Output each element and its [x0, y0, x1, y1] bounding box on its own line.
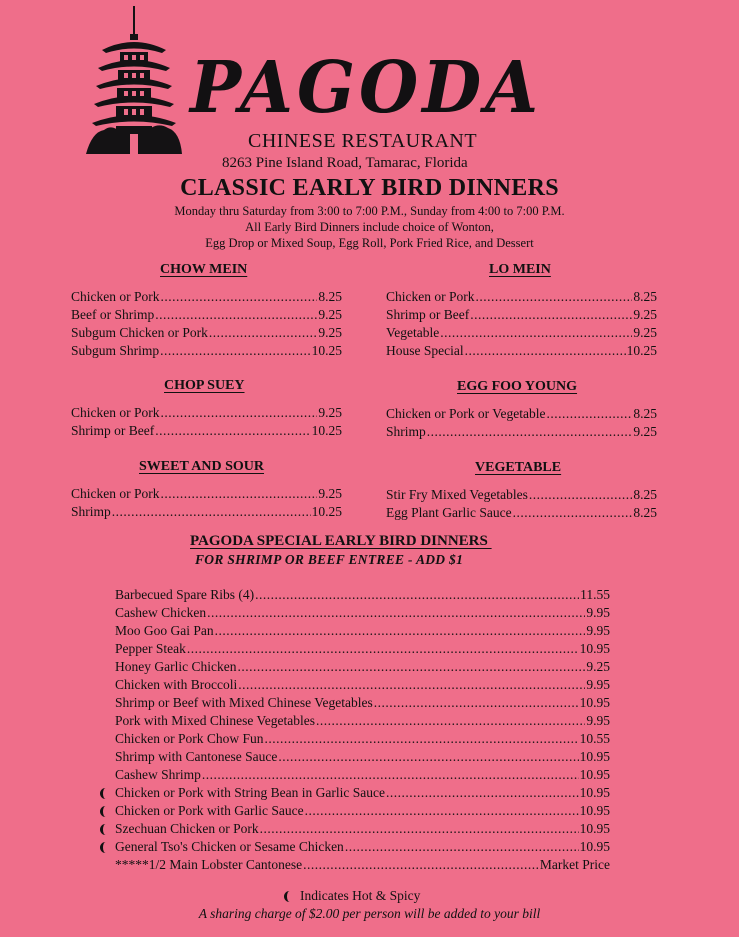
item-name: Pork with Mixed Chinese Vegetables	[115, 713, 315, 728]
includes-text-2: Egg Drop or Mixed Soup, Egg Roll, Pork Fried Rice, and Dessert	[205, 236, 534, 250]
item-name: Cashew Shrimp	[115, 767, 201, 782]
address: 8263 Pine Island Road, Tamarac, Florida	[222, 155, 468, 171]
hot-pepper-icon	[284, 891, 295, 902]
item-name: Subgum Chicken or Pork	[71, 325, 208, 340]
menu-item	[100, 712, 610, 730]
menu-item-spicy	[100, 802, 610, 820]
item-price: 11.55	[580, 587, 610, 602]
section-title-chow-mein: CHOW MEIN	[160, 262, 248, 277]
menu-item	[386, 486, 657, 504]
section-lo-mein	[386, 288, 657, 360]
item-price: 9.25	[586, 659, 610, 674]
item-name: Vegetable	[386, 325, 440, 340]
hot-pepper-icon	[100, 842, 111, 853]
item-name: Shrimp or Beef	[386, 307, 470, 322]
item-name: Honey Garlic Chicken	[115, 659, 237, 674]
spicy-legend	[284, 888, 420, 904]
menu-item	[386, 423, 657, 441]
item-name: General Tso's Chicken or Sesame Chicken	[115, 839, 344, 854]
item-price: 9.25	[318, 405, 342, 420]
menu-item	[71, 422, 342, 440]
item-name: Chicken or Pork with Garlic Sauce	[115, 803, 304, 818]
item-price: 10.95	[579, 641, 610, 656]
section-title-vegetable: VEGETABLE	[475, 460, 562, 475]
item-name: Chicken or Pork	[71, 405, 160, 420]
item-name: Chicken or Pork	[71, 486, 160, 501]
menu-item	[386, 324, 657, 342]
item-name: Chicken or Pork	[386, 289, 475, 304]
item-name: Cashew Chicken	[115, 605, 207, 620]
menu-item	[100, 586, 610, 604]
item-price: 9.25	[633, 325, 657, 340]
restaurant-type: CHINESE RESTAURANT	[248, 130, 478, 152]
menu-item	[71, 342, 342, 360]
menu-item-spicy	[100, 838, 610, 856]
menu-item	[386, 306, 657, 324]
item-price: 8.25	[633, 289, 657, 304]
item-price: 9.25	[318, 307, 342, 322]
hot-pepper-icon	[100, 824, 111, 835]
menu-item-spicy	[100, 784, 610, 802]
item-name: Szechuan Chicken or Pork	[115, 821, 259, 836]
section-title-lo-mein: LO MEIN	[489, 262, 551, 277]
page-title: CLASSIC EARLY BIRD DINNERS	[180, 175, 559, 201]
item-price: 8.25	[633, 505, 657, 520]
item-price: 8.25	[318, 289, 342, 304]
item-name: House Special	[386, 343, 464, 358]
brand-title: PAGODA	[190, 46, 542, 131]
section-title-egg-foo-young: EGG FOO YOUNG	[457, 379, 578, 394]
item-price: 10.95	[579, 839, 610, 854]
item-name: Shrimp with Cantonese Sauce	[115, 749, 278, 764]
item-price: 9.95	[586, 605, 610, 620]
menu-item	[71, 404, 342, 422]
item-price: 10.95	[579, 785, 610, 800]
item-price: 9.95	[586, 713, 610, 728]
section-chop-suey	[71, 404, 342, 440]
menu-item	[100, 658, 610, 676]
hot-pepper-icon	[100, 788, 111, 799]
section-title-sweet-and-sour: SWEET AND SOUR	[139, 459, 265, 474]
item-price: 9.95	[586, 623, 610, 638]
item-price: 10.25	[311, 504, 342, 519]
item-name: Pepper Steak	[115, 641, 186, 656]
item-name: Chicken or Pork or Vegetable	[386, 406, 546, 421]
item-price: 10.95	[579, 767, 610, 782]
item-price: 10.25	[311, 423, 342, 438]
special-note: FOR SHRIMP OR BEEF ENTREE - ADD $1	[195, 552, 464, 567]
menu-item	[71, 503, 342, 521]
item-price: 10.55	[579, 731, 610, 746]
menu-item	[386, 288, 657, 306]
menu-item	[71, 324, 342, 342]
menu-item	[71, 485, 342, 503]
item-name: Stir Fry Mixed Vegetables	[386, 487, 528, 502]
special-list	[100, 586, 610, 874]
item-price: 9.25	[633, 307, 657, 322]
menu-item	[100, 766, 610, 784]
legend-text: Indicates Hot & Spicy	[300, 888, 421, 903]
menu-item-spicy	[100, 820, 610, 838]
item-name: Subgum Shrimp	[71, 343, 160, 358]
sharing-charge-note: A sharing charge of $2.00 per person will be added to your bill	[198, 906, 541, 921]
item-name: Chicken or Pork with String Bean in Garlic Sauce	[115, 785, 385, 800]
menu-item	[386, 504, 657, 522]
special-title: PAGODA SPECIAL EARLY BIRD DINNERS	[190, 533, 492, 549]
menu-item	[100, 640, 610, 658]
menu-item	[100, 604, 610, 622]
item-price: 9.95	[586, 677, 610, 692]
item-name: Beef or Shrimp	[71, 307, 155, 322]
item-name: Barbecued Spare Ribs (4)	[115, 587, 255, 602]
item-name: Chicken or Pork	[71, 289, 160, 304]
menu-item	[71, 306, 342, 324]
menu-item	[100, 694, 610, 712]
menu-item	[71, 288, 342, 306]
section-chow-mein	[71, 288, 342, 360]
item-price: 8.25	[633, 406, 657, 421]
item-name: Shrimp	[386, 424, 426, 439]
menu-item	[386, 405, 657, 423]
menu-item	[100, 622, 610, 640]
menu-item	[100, 676, 610, 694]
item-name: Egg Plant Garlic Sauce	[386, 505, 512, 520]
hours-text: Monday thru Saturday from 3:00 to 7:00 P.M., Sunday from 4:00 to 7:00 P.M.	[174, 204, 565, 218]
item-price: 10.95	[579, 695, 610, 710]
item-price: 10.25	[626, 343, 657, 358]
menu-item	[100, 730, 610, 748]
item-name: Shrimp	[71, 504, 111, 519]
item-name: Shrimp or Beef	[71, 423, 155, 438]
item-price: 8.25	[633, 487, 657, 502]
item-price: 9.25	[318, 325, 342, 340]
item-price: 10.95	[579, 749, 610, 764]
item-name: Shrimp or Beef with Mixed Chinese Vegetables	[115, 695, 373, 710]
pagoda-icon	[84, 6, 184, 156]
item-price: 9.25	[318, 486, 342, 501]
item-name: *****1/2 Main Lobster Cantonese	[115, 857, 303, 872]
section-egg-foo-young	[386, 405, 657, 441]
item-price: 10.95	[579, 821, 610, 836]
menu-item	[386, 342, 657, 360]
item-name: Chicken with Broccoli	[115, 677, 238, 692]
section-title-chop-suey: CHOP SUEY	[164, 378, 245, 393]
hot-pepper-icon	[100, 806, 111, 817]
section-vegetable	[386, 486, 657, 522]
menu-item	[100, 856, 610, 874]
item-price: 9.25	[633, 424, 657, 439]
item-price: Market Price	[539, 857, 610, 872]
includes-text-1: All Early Bird Dinners include choice of Wonton,	[245, 220, 494, 234]
item-name: Moo Goo Gai Pan	[115, 623, 214, 638]
item-price: 10.95	[579, 803, 610, 818]
item-price: 10.25	[311, 343, 342, 358]
item-name: Chicken or Pork Chow Fun	[115, 731, 264, 746]
section-sweet-and-sour	[71, 485, 342, 521]
menu-item	[100, 748, 610, 766]
